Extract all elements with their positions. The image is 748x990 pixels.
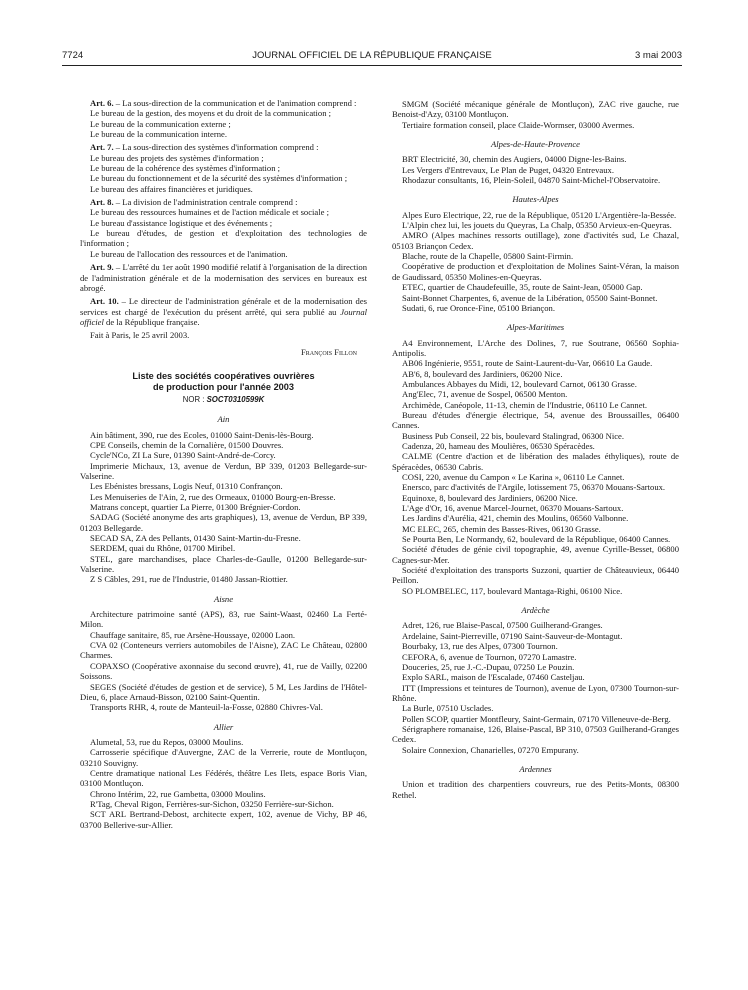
list-item: AB'6, 8, boulevard des Jardiniers, 06200 Nice. — [402, 368, 563, 379]
list-item: SADAG (Société anonyme des arts graphiques), 13, avenue de Verdun, BP 339, 01203 Bellegarde. — [80, 512, 367, 533]
list-item: Architecture patrimoine santé (APS), 83, rue Saint-Waast, 02460 La Ferté-Milon. — [80, 609, 367, 630]
list-item: Sudati, 6, rue Oronce-Fine, 05100 Briançon. — [402, 302, 555, 313]
list-item: Ardelaine, Saint-Pierreville, 07190 Saint-Sauveur-de-Montagut. — [402, 630, 623, 641]
list-item: Le bureau des ressources humaines et de l'action médicale et sociale ; — [90, 207, 329, 218]
list-item: Le bureau d'études, de gestion et d'exploitation des technologies de l'information ; — [80, 228, 367, 249]
list-item: Le bureau de la communication externe ; — [90, 118, 231, 129]
article-10-text-end: de la République française. — [103, 316, 200, 327]
article-6-label: Art. 6. — [90, 98, 114, 108]
region-title-hautes-alpes: Hautes-Alpes — [512, 194, 559, 205]
list-item: Pollen SCOP, quartier Montfleury, Saint-Germain, 07170 Villeneuve-de-Berg. — [402, 713, 671, 724]
article-8-text: – La division de l'administration centrale comprend : — [113, 197, 298, 208]
header-rule — [62, 65, 682, 66]
list-item: CPE Conseils, chemin de la Cornalière, 01500 Douvres. — [90, 439, 284, 450]
list-item: Le bureau des projets des systèmes d'information ; — [90, 152, 264, 163]
list-item: Union et tradition des charpentiers couvreurs, rue des Petits-Monts, 08300 Rethel. — [392, 779, 679, 800]
list-item: Sérigraphere romanaise, 126, Blaise-Pascal, BP 310, 07503 Guilherand-Granges Cedex. — [392, 723, 679, 745]
list-item: Cycle'NCo, ZI La Sure, 01390 Saint-André-de-Corcy. — [90, 450, 276, 461]
nor-label: NOR : — [182, 394, 207, 404]
region-title-aisne: Aisne — [213, 593, 234, 604]
done-at: Fait à Paris, le 25 avril 2003. — [90, 330, 190, 341]
region-list-aisne — [80, 609, 367, 712]
article-8 — [80, 197, 367, 207]
list-item: MC ELEC, 265, chemin des Basses-Rives, 06130 Grasse. — [402, 523, 601, 534]
region-title-allier: Allier — [213, 721, 234, 732]
list-item: Douceries, 25, rue J.-C.-Dupau, 07250 Le Pouzin. — [402, 661, 575, 672]
list-item: Bureau d'études d'énergie électrique, 54, avenue des Broussailles, 06400 Cannes. — [392, 409, 679, 431]
list-title-line-1: Liste des sociétés coopératives ouvrières — [132, 370, 315, 381]
article-10-text: – Le directeur de l'administration générale et de la modernisation des services est chargé de l'exécution du présent arrêté, qui sera publié au — [80, 296, 368, 317]
list-item: Transports RHR, 4, route de Manteuil-la-Fosse, 02880 Chivres-Val. — [90, 702, 323, 713]
list-item: SCT ARL Bertrand-Debost, architecte expert, 102, avenue de Vichy, BP 46, 03700 Bellerive-sur-Allier. — [80, 809, 367, 830]
region-title-alpes-maritimes: Alpes-Maritimes — [506, 322, 565, 333]
article-10-label: Art. 10. — [90, 296, 119, 307]
list-item: La Burle, 07510 Usclades. — [402, 703, 494, 714]
nor-reference — [80, 395, 367, 405]
list-item: CALME (Centre d'action et de libération des malades éthyliques), route de Spéracèdes, 06530 Cabris. — [392, 451, 679, 472]
list-item: STEL, gare marchandises, place Charles-de-Gaulle, 01200 Bellegarde-sur-Valserine. — [80, 553, 367, 575]
article-9-text: – L'arrêté du 1er août 1990 modifié relatif à l'organisation de la direction de l'administration générale et de la modernisation des services en bureaux est abrogé. — [80, 262, 367, 293]
list-item: Carrosserie spécifique d'Auvergne, ZAC de la Verrerie, route de Montluçon, 03210 Souvigny. — [80, 747, 367, 768]
list-item: Le bureau de la communication interne. — [90, 129, 227, 140]
signatory: François Fillon — [300, 346, 357, 357]
list-item: Les Ebénistes bressans, Logis Neuf, 01310 Confrançon. — [90, 481, 283, 492]
left-column — [80, 98, 367, 830]
list-title-line-2: de production pour l'année 2003 — [152, 381, 295, 392]
region-list-allier — [80, 737, 367, 830]
region-list-ardeche — [392, 620, 679, 754]
article-9-label: Art. 9. — [90, 262, 114, 273]
list-item: COSI, 220, avenue du Campon « Le Karina », 06110 Le Cannet. — [402, 472, 625, 482]
list-item: Explo SARL, maison de l'Escalade, 07460 Casteljau. — [402, 672, 585, 683]
list-item: Alumetal, 53, rue du Repos, 03000 Moulins. — [90, 736, 244, 747]
list-item: CEFORA, 6, avenue de Tournon, 07270 Lamastre. — [402, 651, 577, 662]
list-item: Chrono Intérim, 22, rue Gambetta, 03000 Moulins. — [90, 788, 266, 799]
list-item: SO PLOMBELEC, 117, boulevard Mantaga-Righi, 06100 Nice. — [402, 585, 623, 596]
list-item: Tertiaire formation conseil, place Claide-Wormser, 03000 Avermes. — [402, 119, 635, 130]
list-item: Saint-Bonnet Charpentes, 6, avenue de la Libération, 05500 Saint-Bonnet. — [402, 292, 658, 303]
journal-officiel-ref: Journal officiel — [80, 306, 367, 327]
nor-code: SOCT0310599K — [206, 394, 265, 404]
list-item: COPAXSO (Coopérative axonnaise du second œuvre), 41, rue de Vailly, 02200 Soissons. — [80, 660, 367, 682]
region-list-ain — [80, 430, 367, 585]
list-item: Ain bâtiment, 390, rue des Ecoles, 01000 Saint-Denis-lès-Bourg. — [90, 429, 314, 440]
region-title-alpes-de-haute-provence: Alpes-de-Haute-Provence — [491, 139, 580, 150]
list-item: ITT (Impressions et teintures de Tournon), avenue de Lyon, 07300 Tournon-sur-Rhône. — [392, 682, 679, 703]
article-7-label: Art. 7. — [90, 142, 114, 153]
list-item: Centre dramatique national Les Fédérés, théâtre Les Ilets, espace Boris Vian, 03100 Montluçon. — [80, 767, 367, 789]
region-list-hautes-alpes — [392, 210, 679, 313]
list-item: AB06 Ingénierie, 9551, route de Saint-Laurent-du-Var, 06610 La Gaude. — [402, 358, 653, 369]
article-7-items — [80, 153, 367, 194]
region-title-ain: Ain — [217, 414, 230, 425]
list-item: Adret, 126, rue Blaise-Pascal, 07500 Guilherand-Granges. — [402, 620, 603, 631]
list-item: Alpes Euro Electrique, 22, rue de la République, 05120 L'Argentière-la-Bessée. — [402, 209, 677, 220]
page-number: 7724 — [62, 50, 84, 61]
list-item: L'Age d'Or, 16, avenue Marcel-Journet, 06370 Mouans-Sartoux. — [402, 503, 624, 514]
article-7-text: – La sous-direction des systèmes d'information comprend : — [113, 142, 319, 153]
region-list-alpes-de-haute-provence — [392, 154, 679, 185]
list-item: Le bureau des affaires financières et juridiques. — [90, 183, 253, 194]
list-item: Rhodazur consultants, 16, Plein-Soleil, 04870 Saint-Michel-l'Observatoire. — [402, 175, 661, 186]
list-item: ETEC, quartier de Chaudefeuille, 35, route de Saint-Jean, 05000 Gap. — [402, 282, 643, 293]
list-item: Imprimerie Michaux, 13, avenue de Verdun, BP 339, 01203 Bellegarde-sur-Valserine. — [80, 460, 367, 481]
list-item: BRT Electricité, 30, chemin des Augiers, 04000 Digne-les-Bains. — [402, 154, 627, 165]
page-header — [62, 50, 682, 64]
list-item: Ang'Elec, 71, avenue de Sospel, 06500 Menton. — [402, 389, 568, 400]
article-6-text: – La sous-direction de la communication et de l'animation comprend : — [113, 98, 357, 108]
list-item: Les Menuiseries de l'Ain, 2, rue des Ormeaux, 01000 Bourg-en-Bresse. — [90, 491, 336, 502]
region-list-ardennes — [392, 779, 679, 800]
list-item: Cadenza, 20, hameau des Moulières, 06530 Spéracèdes. — [402, 440, 595, 451]
list-item: SERDEM, quai du Rhône, 01700 Miribel. — [90, 543, 236, 554]
list-item: Equinoxe, 8, boulevard des Jardiniers, 06200 Nice. — [402, 492, 578, 503]
list-item: Le bureau de l'allocation des ressources et de l'animation. — [90, 248, 288, 259]
list-item: A4 Environnement, L'Arche des Dolines, 7, rue Soutrane, 06560 Sophia-Antipolis. — [392, 337, 679, 358]
list-item: Business Pub Conseil, 22 bis, boulevard Stalingrad, 06300 Nice. — [402, 430, 624, 441]
article-6 — [80, 98, 367, 108]
list-item: Enersco, parc d'activités de l'Argile, lotissement 75, 06370 Mouans-Sartoux. — [402, 482, 666, 493]
region-title-ardeche: Ardèche — [521, 605, 550, 616]
list-item: Solaire Connexion, Chanarielles, 07270 Empurany. — [402, 744, 579, 755]
article-9 — [80, 262, 367, 293]
list-item: Le bureau de la gestion, des moyens et du droit de la communication ; — [90, 108, 332, 119]
list-item: Se Pourta Ben, Le Normandy, 62, boulevard de la République, 06400 Cannes. — [402, 534, 671, 545]
list-item: Société d'études de génie civil topographie, 49, avenue Cyrille-Besset, 06800 Cagnes-sur-Mer. — [392, 544, 679, 565]
region-title-ardennes: Ardennes — [519, 763, 552, 774]
list-item: Coopérative de production et d'exploitation de Molines Saint-Véran, la maison de Gaudissard, 05350 Molines-en-Queyras. — [392, 261, 679, 282]
region-list-allier-cont — [392, 99, 679, 130]
list-item: Les Jardins d'Aurélia, 421, chemin des Moulins, 06560 Valbonne. — [402, 513, 629, 524]
article-8-items — [80, 207, 367, 259]
list-item: Bourbaky, 13, rue des Alpes, 07300 Tournon. — [402, 641, 558, 652]
article-6-items — [80, 108, 367, 139]
list-item: Matrans concept, quartier La Pierre, 01300 Brégnier-Cordon. — [90, 502, 301, 512]
list-item: CVA 02 (Conteneurs verriers automobiles de l'Aisne), ZAC Le Château, 02800 Charmes. — [80, 640, 367, 661]
list-item: R'Tag, Cheval Rigon, Ferrières-sur-Sichon, 03250 Ferrière-sur-Sichon. — [90, 798, 334, 809]
list-item: Ambulances Abbayes du Midi, 12, boulevard Carnot, 06130 Grasse. — [402, 378, 637, 389]
list-item: L'Alpin chez lui, les jouets du Queyras, La Chalp, 05350 Arvieux-en-Queyras. — [402, 220, 672, 231]
list-item: SMGM (Société mécanique générale de Montluçon), ZAC rive gauche, rue Benoist-d'Azy, 03100 Montluçon. — [392, 99, 679, 120]
list-item: Le bureau de la cohérence des systèmes d'information ; — [90, 163, 281, 174]
list-item: Blache, route de la Chapelle, 05800 Saint-Firmin. — [402, 251, 574, 262]
list-item: Les Vergers d'Entrevaux, Le Plan de Puget, 04320 Entrevaux. — [402, 164, 614, 175]
issue-date: 3 mai 2003 — [634, 50, 682, 61]
list-item: SEGES (Société d'études de gestion et de service), 5 M, Les Jardins de l'Hôtel-Dieu, 6, place Arnaud-Bisson, 02100 Saint-Quentin. — [80, 681, 367, 702]
list-item: Société d'exploitation des transports Suzzoni, quartier de Châteauvieux, 06440 Peillon. — [392, 565, 679, 586]
list-item: Archimède, Canéopole, 11-13, chemin de l'Industrie, 06110 Le Cannet. — [402, 399, 648, 410]
list-item: SECAD SA, ZA des Pellants, 01430 Saint-Martin-du-Fresne. — [90, 533, 301, 544]
article-7 — [80, 142, 367, 152]
journal-title: JOURNAL OFFICIEL DE LA RÉPUBLIQUE FRANÇAISE — [252, 50, 492, 61]
article-8-label: Art. 8. — [90, 197, 114, 208]
region-list-alpes-maritimes — [392, 338, 679, 597]
list-item: Le bureau du fonctionnement et de la sécurité des systèmes d'information ; — [90, 173, 348, 184]
list-item: Le bureau d'assistance logistique et des événements ; — [90, 217, 273, 228]
list-item: AMRO (Alpes machines ressorts outillage), zone d'activités sud, Le Chazal, 05103 Briançon Cedex. — [392, 230, 679, 251]
right-column — [392, 99, 679, 800]
list-item: Chauffage sanitaire, 85, rue Arsène-Houssaye, 02000 Laon. — [90, 629, 296, 640]
list-item: Z S Câbles, 291, rue de l'Industrie, 01480 Jassan-Riottier. — [90, 574, 288, 585]
article-10 — [80, 296, 367, 327]
